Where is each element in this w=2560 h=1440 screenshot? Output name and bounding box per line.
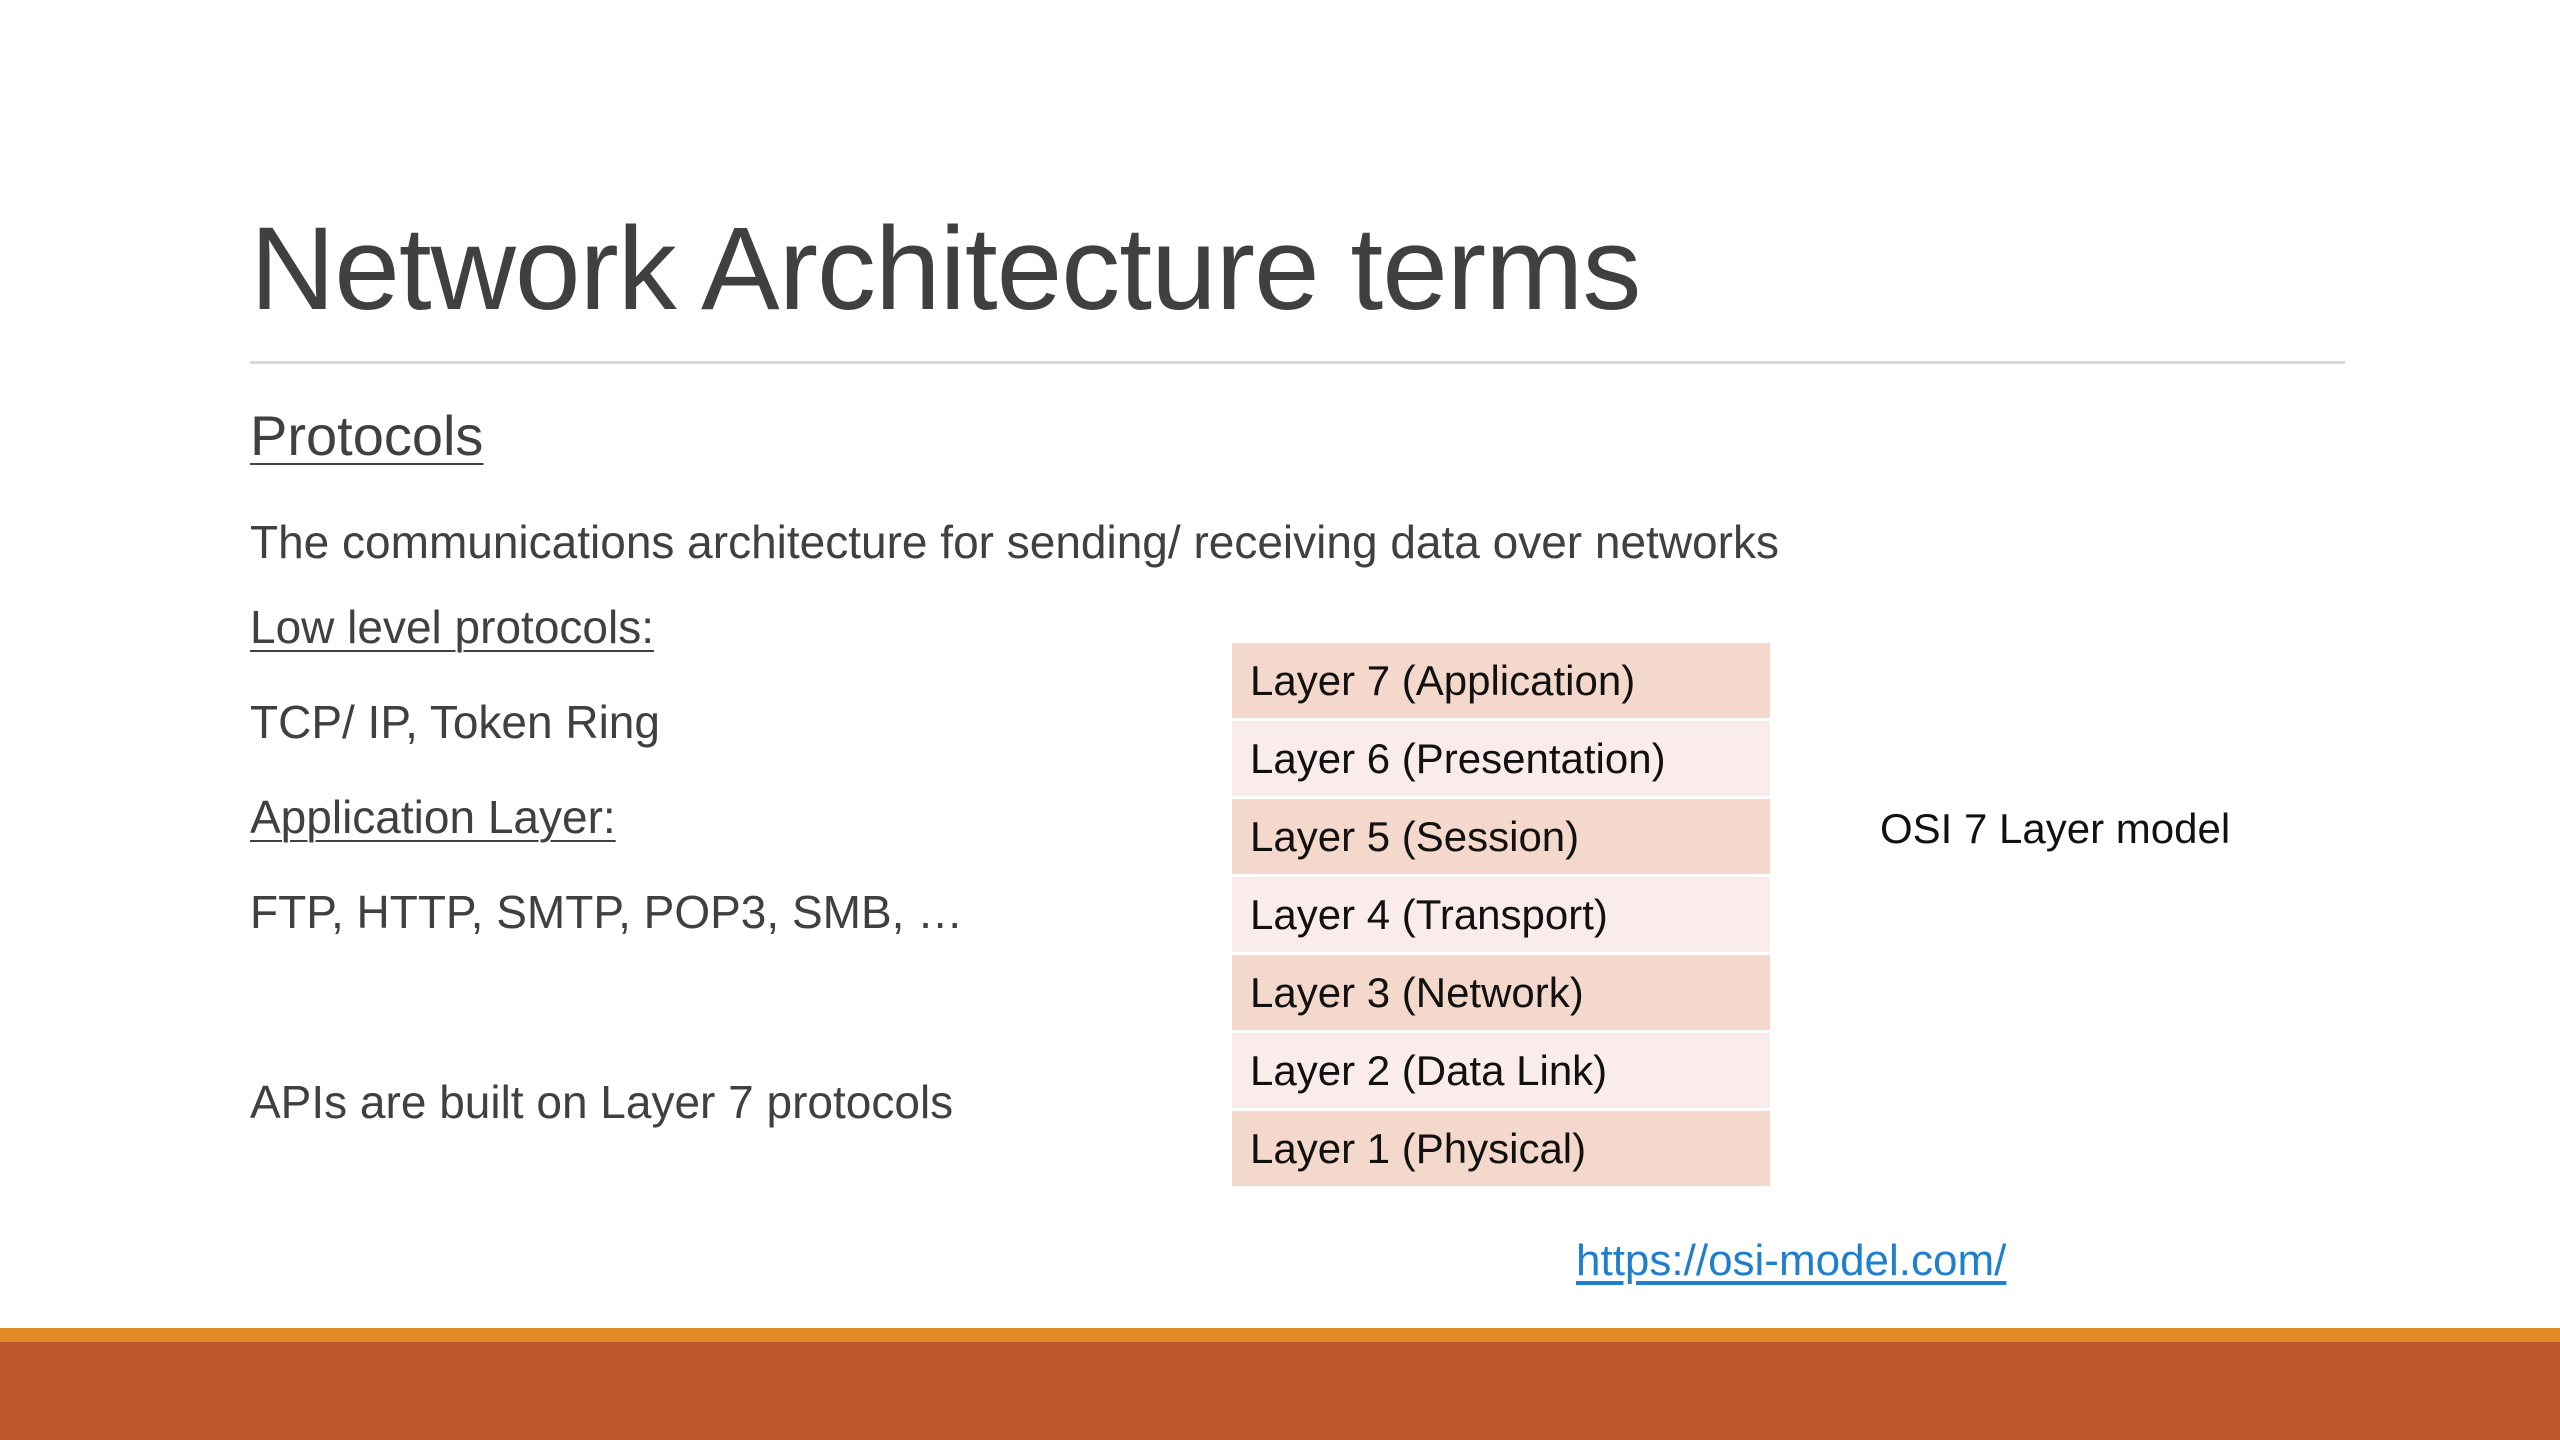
protocols-description: The communications architecture for sending/ receiving data over networks <box>250 516 1779 568</box>
osi-layer-row: Layer 7 (Application) <box>1232 643 1770 718</box>
osi-layer-row: Layer 3 (Network) <box>1232 955 1770 1030</box>
osi-layer-row: Layer 4 (Transport) <box>1232 877 1770 952</box>
osi-layer-row: Layer 5 (Session) <box>1232 799 1770 874</box>
application-layer-heading: Application Layer: <box>250 791 616 843</box>
low-level-heading: Low level protocols: <box>250 601 654 653</box>
osi-layer-table <box>1232 643 1770 1189</box>
low-level-items: TCP/ IP, Token Ring <box>250 696 660 748</box>
apis-note: APIs are built on Layer 7 protocols <box>250 1076 954 1128</box>
osi-layer-row: Layer 1 (Physical) <box>1232 1111 1770 1186</box>
osi-layer-row: Layer 2 (Data Link) <box>1232 1033 1770 1108</box>
osi-model-link[interactable]: https://osi-model.com/ <box>1576 1236 2007 1285</box>
protocols-heading: Protocols <box>250 404 484 467</box>
footer-bar <box>0 1342 2560 1440</box>
slide-title: Network Architecture terms <box>250 203 1641 335</box>
footer-accent-stripe <box>0 1328 2560 1342</box>
title-divider <box>250 361 2345 364</box>
osi-model-label: OSI 7 Layer model <box>1880 805 2231 852</box>
osi-layer-row: Layer 6 (Presentation) <box>1232 721 1770 796</box>
application-layer-items: FTP, HTTP, SMTP, POP3, SMB, … <box>250 886 964 938</box>
